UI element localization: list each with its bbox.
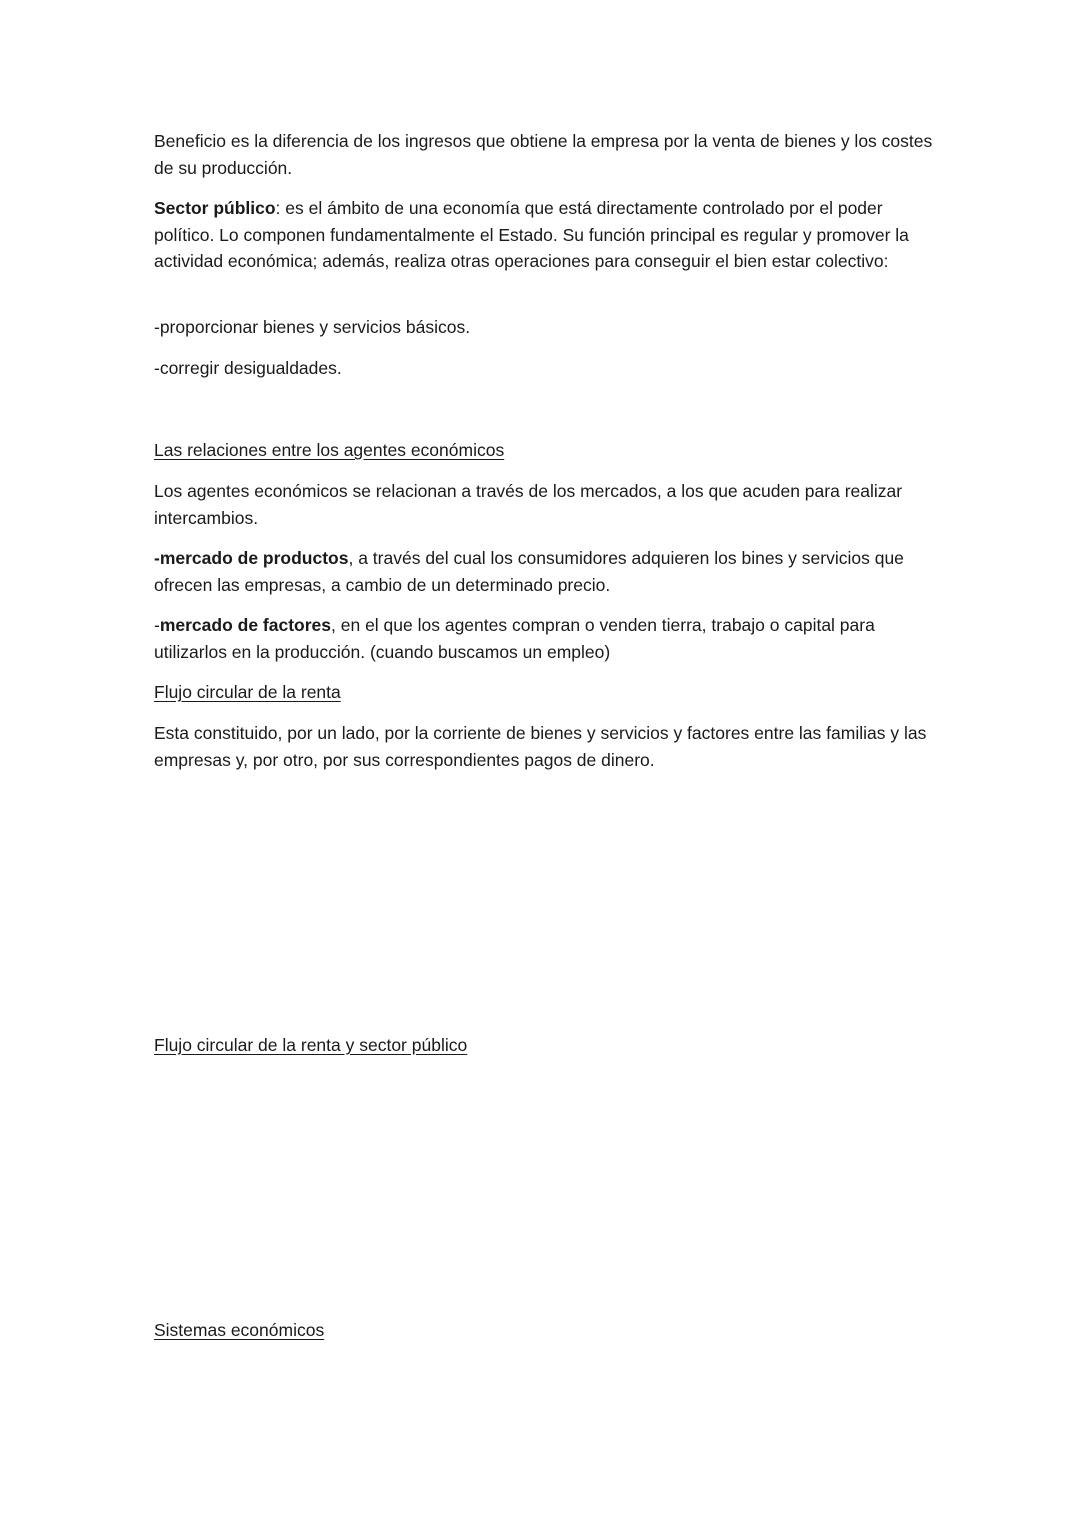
bullet-bienes-servicios xyxy=(154,314,944,341)
flujo-paragraph xyxy=(154,720,944,773)
beneficio-text: Beneficio es la diferencia de los ingresos que obtiene la empresa por la venta de bienes y los costes de su producción. xyxy=(154,131,933,178)
sistemas-economicos-heading: Sistemas económicos xyxy=(154,1320,325,1340)
bullet-1-text: -proporcionar bienes y servicios básicos. xyxy=(154,317,471,337)
mercado-productos-paragraph xyxy=(154,545,944,598)
sector-publico-term: Sector público xyxy=(154,198,276,218)
mercado-factores-paragraph xyxy=(154,612,944,665)
relaciones-paragraph xyxy=(154,478,944,531)
mercado-productos-term: -mercado de productos xyxy=(154,548,349,568)
flujo-text: Esta constituido, por un lado, por la corriente de bienes y servicios y factores entre las familias y las empresas y, por otro, por sus correspondientes pagos de dinero. xyxy=(154,723,927,770)
beneficio-paragraph xyxy=(154,128,944,181)
relaciones-text: Los agentes económicos se relacionan a través de los mercados, a los que acuden para realizar intercambios. xyxy=(154,481,903,528)
mercado-factores-dash: - xyxy=(154,615,160,635)
mercado-factores-text: , en el que los agentes compran o venden tierra, trabajo o capital para utilizarlos en la producción. (cuando buscamos un empleo) xyxy=(154,615,875,662)
bullet-2-text: -corregir desigualdades. xyxy=(154,358,342,378)
sector-publico-paragraph xyxy=(154,195,944,275)
mercado-factores-term: mercado de factores xyxy=(159,615,332,635)
relaciones-heading: Las relaciones entre los agentes económicos xyxy=(154,440,505,460)
flujo-heading: Flujo circular de la renta xyxy=(154,682,341,702)
flujo-sector-publico-heading: Flujo circular de la renta y sector público xyxy=(154,1035,468,1055)
sector-publico-text: : es el ámbito de una economía que está directamente controlado por el poder político. Lo componen fundamentalmente el Estado. Su función principal es regular y promover la actividad económica; además, realiza otras operaciones para conseguir el bien estar colectivo: xyxy=(154,198,909,271)
bullet-desigualdades xyxy=(154,355,944,382)
mercado-productos-text: , a través del cual los consumidores adquieren los bines y servicios que ofrecen las empresas, a cambio de un determinado precio. xyxy=(154,548,904,595)
